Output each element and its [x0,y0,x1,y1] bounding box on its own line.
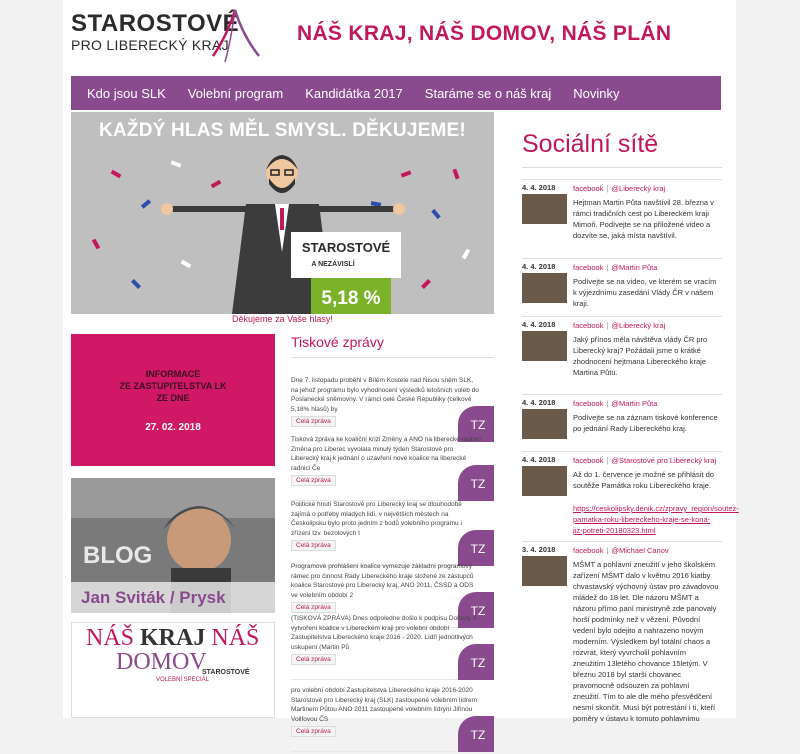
press-item-text: Tisková zpráva ke koaliční krizi Změny a ANO na liberecké radnici Změna pro Liberec vyvolala minulý týden Starostové pro Liberecký kraj k jednání o uzavření nové koalice na liberecké radnici Če [291,436,481,472]
meta-separator: | [606,546,609,555]
nav-item-kdo-jsou-slk[interactable]: Kdo jsou SLK [87,85,166,101]
press-badge: TZ [458,716,494,752]
post-text: Jaký přínos měla návštěva vlády ČR pro Liberecký kraj? Požádali jsme o krátké zhodnocení hejtmana Libereckého kraje Martina Půtu. [573,335,708,377]
post-meta [573,456,716,465]
post-source[interactable]: facebook [573,399,604,408]
percent-value: 5,18 % [321,288,381,309]
info-title-line1: INFORMACE [145,369,201,379]
blog-tile[interactable] [71,478,275,613]
meta-separator: | [606,456,609,465]
post-date: 4. 4. 2018 [522,398,556,407]
press-item[interactable] [291,435,494,501]
post-source[interactable]: facebook [573,184,604,193]
post-thumbnail[interactable] [522,466,567,496]
post-account[interactable]: @Martin Půta [611,263,658,272]
post-thumbnail[interactable] [522,194,567,224]
post-thumbnail[interactable] [522,331,567,361]
info-title [71,368,275,404]
logo-mark-icon [205,6,265,64]
press-item-text: pro volební období Zastupitelstva Libereckého kraje 2016-2020 Starostové pro Liberecký kraj (SLK) zastoupené volebním lídrem Martinem Půtou ANO 2011 zastoupené volebním lídryní Jiřinou Vollfovou ČS [291,687,478,723]
read-more-button[interactable]: Celá zpráva [291,540,336,551]
info-title-line2: ZE ZASTUPITELSTVA LK [119,381,227,391]
press-badge: TZ [458,406,494,442]
post-account[interactable]: @Martin Půta [611,399,658,408]
post-rule [522,541,722,542]
post-meta [573,321,665,330]
newspaper-tile[interactable] [71,622,275,718]
press-item[interactable] [291,614,494,680]
read-more-button[interactable]: Celá zpráva [291,602,336,613]
post-account[interactable]: @Starostové pro Liberecký kraj [611,456,717,465]
info-title-line3: ZE DNE [156,393,190,403]
sign-title: STAROSTOVÉ [301,240,391,255]
meta-separator: | [606,263,609,272]
banner-title: KAŽDÝ HLAS MĚL SMYSL. DĚKUJEME! [99,120,466,141]
post-date: 3. 4. 2018 [522,545,556,554]
site-logo[interactable] [71,10,271,70]
info-date: 27. 02. 2018 [145,422,201,433]
logo-subtitle: PRO LIBERECKÝ KRAJ [71,37,229,53]
post-source[interactable]: facebook [573,321,604,330]
post-meta [573,184,665,193]
post-thumbnail[interactable] [522,273,567,303]
post-meta [573,263,657,272]
party-sign [291,232,401,278]
post-text: Až do 1. července je možné se přihlásit do soutěže Památka roku Libereckého kraje. [573,470,714,490]
logo-title: STAROSTOVÉ [71,10,240,37]
paper-headline-1c: NÁŠ [211,625,260,651]
post-source[interactable]: facebook [573,263,604,272]
post-source[interactable]: facebook [573,546,604,555]
post-account[interactable]: @Liberecký kraj [611,184,666,193]
post-meta [573,546,669,555]
press-heading[interactable]: Tiskové zprávy [291,334,384,350]
post-text: Hejtman Martin Půta navštívil 28. března v rámci tradičních cest po Libereckém kraji Mimoň. Podívejte se na přiložené video a dozvíte se, jaká místa navštívil. [573,198,714,240]
info-tile[interactable] [71,334,275,466]
post-text: Podívejte se na záznam tiskové konference po jednání Rady Libereckého kraj. [573,413,718,433]
paper-headline-1b: KRAJ [140,625,206,651]
post-rule [522,258,722,259]
read-more-button[interactable]: Celá zpráva [291,475,336,486]
post-date: 4. 4. 2018 [522,455,556,464]
read-more-button[interactable]: Celá zpráva [291,416,336,427]
press-item-text: (TISKOVÁ ZPRÁVA) Dnes odpoledne došlo k podpisu Dohody o vytvoření koalice v Libereckém kraji pro volební období Zastupitelstva Libereckého kraje 2016 - 2020. Lídři jednotlivých uskupení (Martin Pů [291,615,477,651]
site-header [63,0,736,76]
meta-separator: | [606,321,609,330]
press-item[interactable] [291,376,494,442]
post-text: MŠMT a pohlavní zneužití v jeho školském zařízení MŠMT dalo v květnu 2016 kiatby chvastavský výchovný ústav pro závadovou mládež do 18 let. Dle názoru MŠMT a názoru přímo paní ministryně zde panovaly horší podmínky než v vězení. Původní vedení bylo odejito a nahrazeno novým moderním. Výsledkem byl totální chaos a rozvrat, který vyvrcholil pohlavním zneužitím 13letého chovance 15letým. V březnu 2018 byl starší chovanec pravomocně odsouzen za pohlavní zneužití. Tím to ale dle mého přesvědčení nesmí skončit. Musí být potrestání i ti, kteří poměry v ústavu k tomuto pohlavnímu [573,560,719,723]
post-source[interactable]: facebook [573,456,604,465]
post-thumbnail[interactable] [522,409,567,439]
paper-headline-1 [86,625,259,652]
press-item[interactable] [291,500,494,566]
press-badge: TZ [458,592,494,628]
hero-banner[interactable] [71,112,494,314]
post-text: Podívejte se na video, ve kterém se vracím k výjezdnímu zasedání Vlády ČR v našem kraji. [573,277,717,308]
press-divider [291,357,494,358]
post-rule [522,316,722,317]
sign-subtitle: A NEZÁVISLÍ [311,261,355,268]
post-date: 4. 4. 2018 [522,320,556,329]
press-badge: TZ [458,465,494,501]
meta-separator: | [606,399,609,408]
press-item-text: Dne 7. listopadu proběhl v Bílém Kostele nad Nisou sněm SLK, na jehož programu bylo vyhodnocení výsledků letošních voleb do Poslanecké sněmovny. V rámci celé České Republiky (celkově 5,18% hlasů) by [291,377,479,413]
post-date: 4. 4. 2018 [522,262,556,271]
post-rule [522,179,722,180]
nav-item-volebni-program[interactable]: Volební program [187,85,284,101]
social-divider [522,167,722,168]
press-badge: TZ [458,644,494,680]
paper-headline-1a: NÁŠ [86,625,135,651]
paper-headline-2: DOMOV [116,649,207,675]
banner-illustration [71,112,494,314]
paper-logo: STAROSTOVÉ [202,669,250,676]
meta-separator: | [606,184,609,193]
nav-item-novinky[interactable]: Novinky [573,85,620,101]
blog-author: Jan Sviták / Prysk [71,582,275,613]
main-nav [71,76,721,110]
post-account[interactable]: @Michael Canov [611,546,669,555]
social-heading: Sociální sítě [522,130,659,158]
press-item-text: Programové prohlášení koalice vymezuje základní programový rámec pro činnost Rady Libereckého kraje složené ze zástupců koalice Starostové pro Liberecký kraj, ANO 2011, ČSSD a ODS ve volebním období 2 [291,563,474,599]
press-item-text: Politické hnutí Starostové pro Liberecký kraj se dlouhodobě zajímá o potřeby mladých lidí, v největších městech na Českolipsku bylo proto jedním z bodů volebního programu i zřízení tzv. bezolových t [291,501,462,537]
post-date: 4. 4. 2018 [522,183,556,192]
nav-item-starame-se[interactable]: Staráme se o náš kraj [424,85,552,101]
press-badge: TZ [458,530,494,566]
banner-caption[interactable]: Děkujeme za Vaše hlasy! [232,314,333,324]
read-more-button[interactable]: Celá zpráva [291,654,336,665]
post-thumbnail[interactable] [522,556,567,586]
post-rule [522,394,722,395]
read-more-button[interactable]: Celá zpráva [291,726,336,737]
post-link[interactable]: https://ceskolipsky.denik.cz/zpravy_region/soutez-pamatka-roku-libereckeho-kraje-se-kona-jiz-potreti-20180323.html [573,504,739,535]
post-meta [573,399,657,408]
nav-item-kandidatka-2017[interactable]: Kandidátka 2017 [305,85,403,101]
blog-word: BLOG [83,542,153,569]
post-rule [522,451,722,452]
post-account[interactable]: @Liberecký kraj [611,321,666,330]
press-item[interactable] [291,686,494,752]
site-slogan: NÁŠ KRAJ, NÁŠ DOMOV, NÁŠ PLÁN [297,22,672,45]
page [63,0,739,742]
paper-subtitle: VOLEBNÍ SPECIÁL [156,677,210,683]
